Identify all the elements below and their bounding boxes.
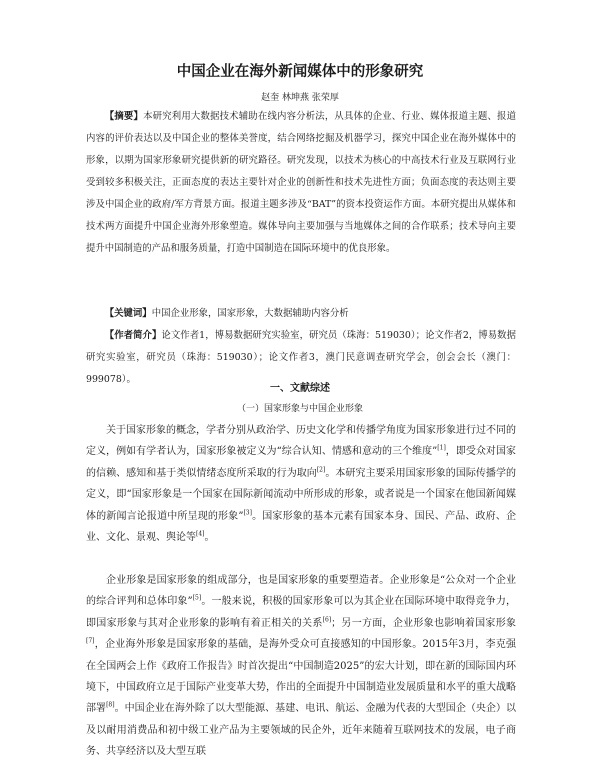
body-paragraph-1 [86, 420, 516, 548]
abstract-label: 【摘要】 [104, 111, 144, 122]
keywords-block [86, 303, 516, 325]
subsection-heading: （一）国家形象与中国企业形象 [236, 404, 363, 414]
paragraph-text: 企业形象是国家形象的组成部分，也是国家形象的重要塑造者。企业形象是“公众对一个企业的综合评判和总体印象” [86, 575, 516, 608]
paragraph-text: 。国家形象的基本元素有国家本身、国民、产品、政府、企业、文化、景观、舆论等 [86, 510, 516, 544]
citation: [1] [437, 445, 446, 453]
body-paragraph-2 [86, 570, 516, 763]
paragraph-text: 。一般来说，积极的国家形象可以为其企业在国际环境中取得竞争力，即国家形象与其对企业形象的影响有着正相关的关系 [86, 596, 516, 629]
author-intro-text: 论文作者1，博易数据研究实验室，研究员（珠海：519030）；论文作者2，博易数据研究实验室，研究员（珠海：519030）；论文作者3，澳门民意调查研究学会，创会会长（澳门：999078）。 [86, 330, 516, 385]
citation: [8] [106, 702, 115, 710]
section-heading: 一、文献综述 [270, 383, 330, 394]
keywords-label: 【关键词】 [104, 308, 152, 319]
paper-authors: 赵奎 林坤燕 张荣厚 [261, 93, 339, 103]
keywords-text: 中国企业形象，国家形象，大数据辅助内容分析 [151, 308, 349, 319]
author-intro-label: 【作者简介】 [104, 330, 162, 341]
abstract-text: 本研究利用大数据技术辅助在线内容分析法，从具体的企业、行业、媒体报道主题、报道内容的评价表达以及中国企业的整体美誉度，结合网络挖掘及机器学习，探究中国企业在海外媒体中的形象，以期为国家形象研究提供新的研究路径。研究发现，以技术为核心的中高技术行业及互联网行业受到较多积极关注，正面态度的表达主要针对企业的创新性和技术先进性方面；负面态度的表达则主要涉及中国企业的政府/军方背景方面。报道主题多涉及“BAT”的资本投资运作方面。本研究提出从媒体和技术两方面提升中国企业海外形象塑造。媒体导向主要加强与当地媒体之间的合作联系；技术导向主要提升中国制造的产品和服务质量，打造中国制造在国际环境中的优良形象。 [86, 111, 516, 254]
paragraph-text: 。中国企业在海外除了以大型能源、基建、电讯、航运、金融为代表的大型国企（央企）以及以耐用消费品和初中级工业产品为主要领域的民企外，近年来随着互联网技术的发展，电子商务、共享经济以及大型互联 [86, 703, 517, 758]
paper-title: 中国企业在海外新闻媒体中的形象研究 [176, 64, 424, 80]
citation: [7] [86, 637, 95, 645]
paragraph-text: 。 [204, 532, 215, 544]
citation: [2] [316, 466, 326, 474]
paragraph-text: ，企业海外形象是国家形象的基础，是海外受众可直接感知的中国形象。2015年3月，李克强在全国两会上作《政府工作报告》时首次提出“中国制造2025”的宏大计划，即在新的国际国内环境下，中国政府立足于国际产业变革大势，作出的全面提升中国制造业发展质量和水平的重大战略部署 [86, 639, 516, 715]
citation: [5] [192, 595, 202, 603]
paragraph-text: 关于国家形象的概念，学者分别从政治学、历史文化学和传播学角度为国家形象进行过不同的定义，例如有学者认为，国家形象被定义为“综合认知、情感和意动的三个维度” [86, 425, 516, 458]
paragraph-text: ，即受众对国家的信赖、感知和基于类似情绪态度所采取的行为取向 [86, 446, 516, 479]
paragraph-text: 。本研究主要采用国家形象的国际传播学的定义，即“国家形象是一个国家在国际新闻流动中所形成的形象，或者说是一个国家在他国新闻媒体的新闻言论报道中所呈现的形象” [86, 467, 517, 522]
abstract-block [86, 106, 516, 260]
citation: [4] [196, 530, 205, 538]
citation: [3] [243, 509, 252, 517]
paragraph-text: ；另一方面，企业形象也影响着国家形象 [331, 617, 517, 629]
citation: [6] [322, 616, 332, 624]
